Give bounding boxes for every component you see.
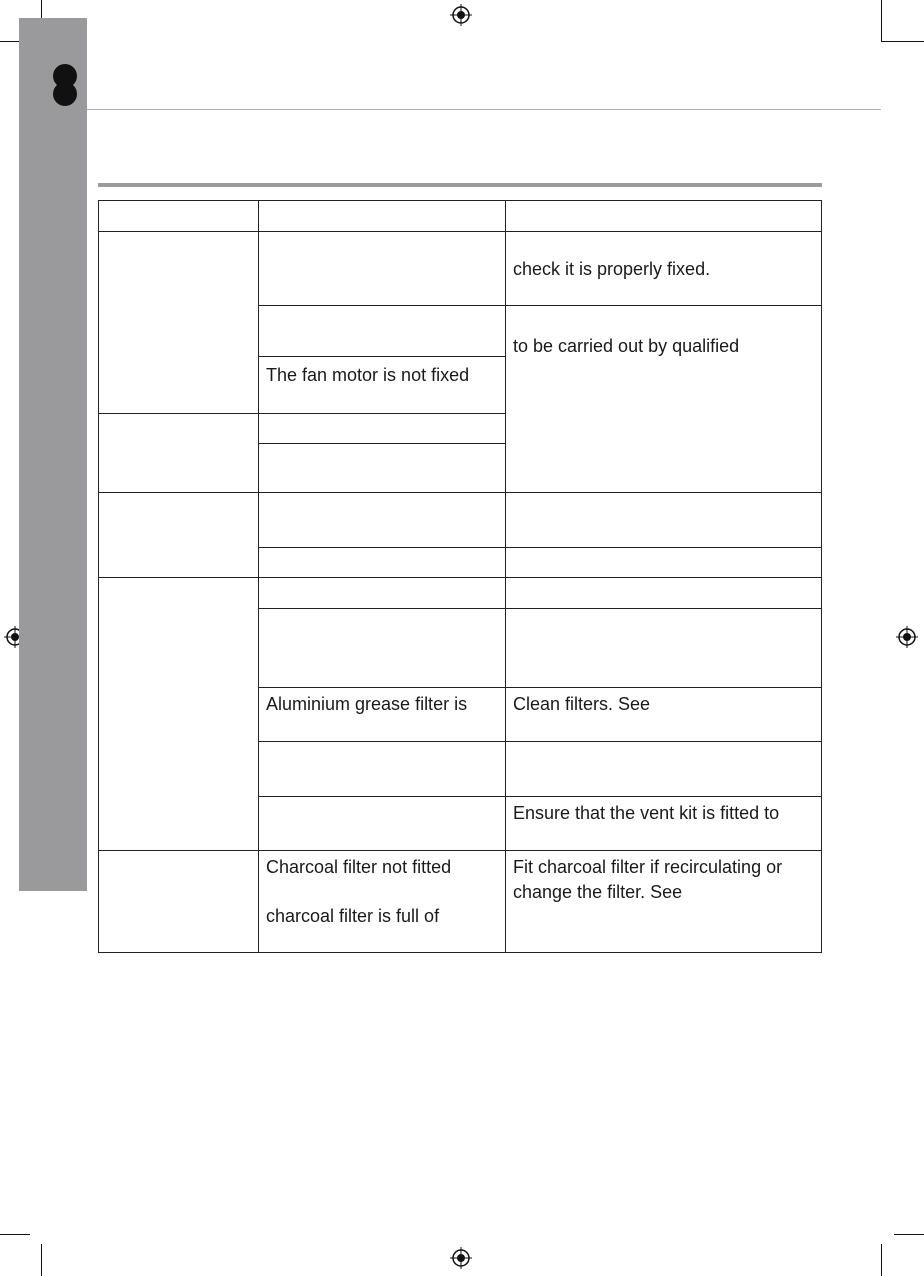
table-cell: The fan motor is not fixed (266, 365, 470, 385)
crop-mark-top-right-v (881, 0, 882, 42)
crop-mark-bottom-right-v (881, 1244, 882, 1276)
registration-mark-bottom (450, 1247, 472, 1269)
header-rule (87, 109, 881, 110)
table-row-line (258, 356, 506, 357)
table-row-line (98, 492, 822, 493)
table-cell: Fit charcoal filter if recirculating or (513, 857, 783, 877)
section-rule (98, 183, 822, 187)
table-row-line (98, 413, 506, 414)
registration-mark-top (450, 4, 472, 26)
registration-mark-right (896, 626, 918, 648)
table-row-line (98, 577, 822, 578)
table-row-line (98, 200, 822, 201)
table-row-line (258, 796, 822, 797)
table-cell: check it is properly fixed. (513, 259, 711, 279)
table-cell: Aluminium grease filter is (266, 694, 468, 714)
table-row-line (258, 741, 822, 742)
table-row-line (258, 687, 822, 688)
table-cell: change the filter. See (513, 882, 683, 902)
table-cell: Ensure that the vent kit is fitted to (513, 803, 780, 823)
table-cell: Clean filters. See (513, 694, 651, 714)
tab-dot-lower (53, 82, 77, 106)
crop-mark-bottom-right-h (894, 1234, 924, 1235)
table-row-line (258, 547, 822, 548)
crop-mark-bottom-left-h (0, 1234, 30, 1235)
table-row-line (258, 305, 822, 306)
table-row-line (98, 231, 822, 232)
table-row-line (258, 608, 822, 609)
table-row-line (98, 952, 822, 953)
table-row-line (258, 443, 506, 444)
table-cell: charcoal filter is full of (266, 906, 440, 926)
side-tab (19, 18, 87, 891)
crop-mark-top-right-h (882, 41, 924, 42)
table-cell: Charcoal filter not fitted (266, 857, 452, 877)
table-row-line (98, 850, 822, 851)
crop-mark-bottom-left-v (41, 1244, 42, 1276)
table-cell: to be carried out by qualified (513, 336, 740, 356)
